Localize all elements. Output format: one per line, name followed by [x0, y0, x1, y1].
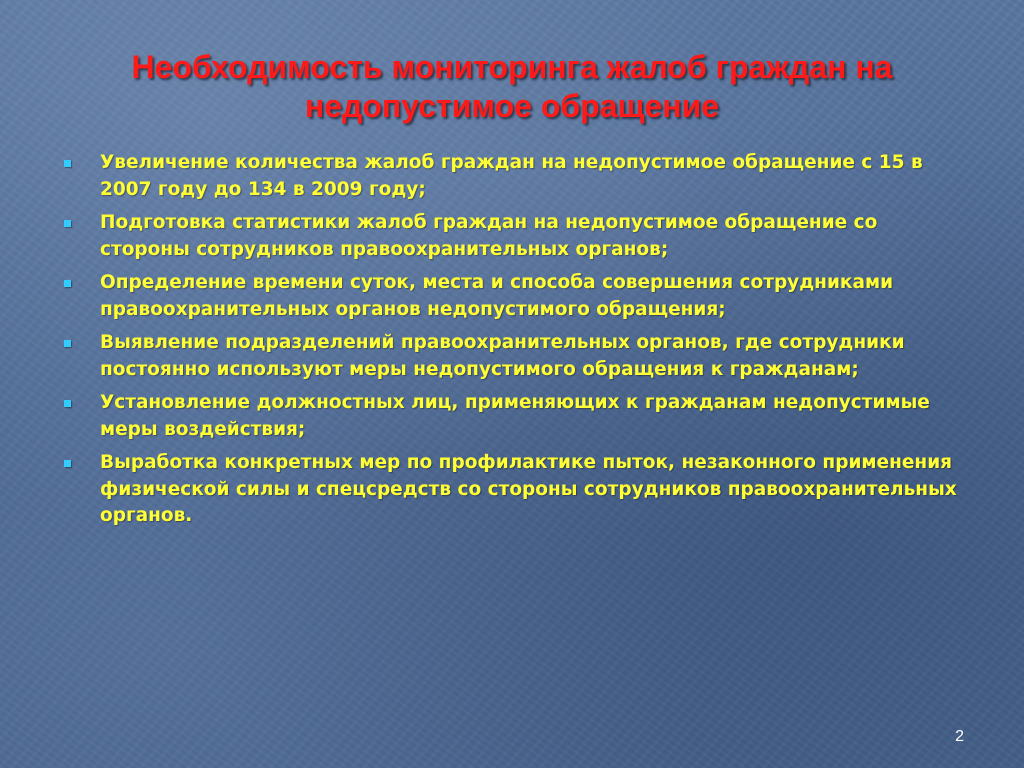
- square-bullet-icon: [64, 400, 71, 407]
- bullet-text: Определение времени суток, места и способа совершения сотрудниками правоохранительных органов недопустимого обращения;: [100, 272, 894, 320]
- bullet-item: [60, 450, 970, 530]
- bullet-item: [60, 150, 970, 203]
- square-bullet-icon: [64, 220, 71, 227]
- square-bullet-icon: [64, 340, 71, 347]
- bullet-text: Увеличение количества жалоб граждан на недопустимое обращение с 15 в 2007 году до 134 в 2009 году;: [100, 152, 923, 200]
- square-bullet-icon: [64, 460, 71, 467]
- bullet-list: [60, 150, 970, 537]
- bullet-item: [60, 270, 970, 323]
- page-number: 2: [955, 728, 964, 745]
- square-bullet-icon: [64, 280, 71, 287]
- bullet-item: [60, 210, 970, 263]
- bullet-text: Выявление подразделений правоохранительных органов, где сотрудники постоянно используют меры недопустимого обращения к гражданам;: [100, 332, 905, 380]
- bullet-text: Подготовка статистики жалоб граждан на недопустимое обращение со стороны сотрудников правоохранительных органов;: [100, 212, 878, 260]
- bullet-item: [60, 330, 970, 383]
- square-bullet-icon: [64, 160, 71, 167]
- bullet-item: [60, 390, 970, 443]
- slide-title: Необходимость мониторинга жалоб граждан на недопустимое обращение: [131, 49, 893, 124]
- bullet-text: Выработка конкретных мер по профилактике пыток, незаконного применения физической силы и спецсредств со стороны сотрудников правоохранительных органов.: [100, 452, 957, 526]
- bullet-text: Установление должностных лиц, применяющих к гражданам недопустимые меры воздействия;: [100, 392, 930, 440]
